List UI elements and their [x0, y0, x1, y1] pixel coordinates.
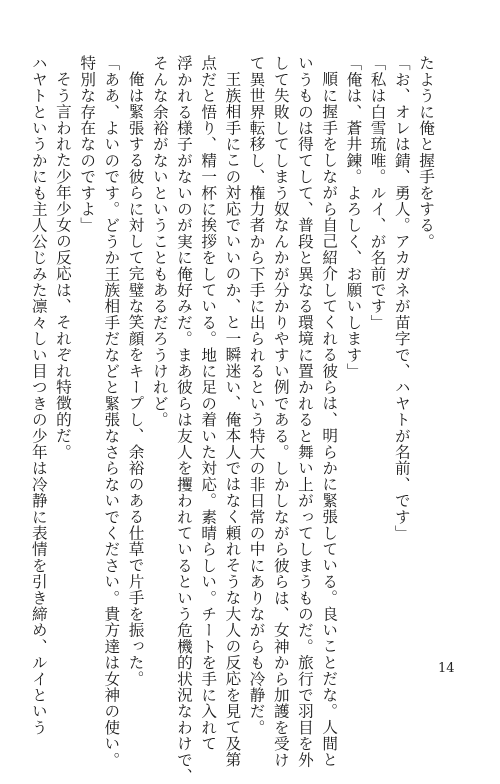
text-line-15: 特別な存在なのですよ」 [78, 55, 97, 234]
text-line-16: そう言われた少年少女の反応は、それぞれ特徴的だ。 [53, 70, 72, 460]
text-line-8: て異世界転移し、権力者から下手に出られるという特大の非日常の中にありながらも冷静だ。 [247, 55, 266, 736]
text-line-10: 点だと悟り、精一杯に挨拶をしている。地に足の着いた対応。素晴らしい。チートを手に入れて [199, 55, 218, 752]
text-line-3: 「私は白雪琉唯。ルイ、が名前です」 [368, 55, 387, 331]
text-line-14: 「ああ、よいのです。どうか王族相手だなどと緊張なさらないでください。貴方達は女神の使い。 [102, 55, 121, 768]
text-line-5: 順に握手をしながら自己紹介してくれる彼らは、明らかに緊張している。良いことだな。人間と [320, 70, 339, 768]
text-line-6: いうものは得てして、普段と異なる環境に置かれると舞い上がってしまうものだ。旅行で羽目を外 [295, 55, 314, 768]
text-line-12: そんな余裕がないということもあるだろうけれど。 [150, 55, 169, 428]
page-number: 14 [438, 661, 455, 676]
vertical-text-body [27, 55, 438, 784]
text-line-17: ハヤトというかにも主人公じみた凛々しい目つきの少年は冷静に表情を引き締め、ルイという [29, 55, 48, 736]
text-line-1: たように俺と握手をする。 [417, 55, 435, 250]
text-line-11: 浮かれる様子がないのが実に俺好みだ。まあ彼らは友人を攫われているという危機的状況なわけで、 [174, 55, 193, 784]
text-line-4: 「俺は、蒼井錬。よろしく、お願いします」 [344, 55, 363, 379]
text-line-2: 「お、オレは錆、勇人。アカガネが苗字で、ハヤトが名前、です」 [392, 55, 411, 541]
text-line-13: 俺は緊張する彼らに対して完璧な笑顔をキープし、余裕のある仕草で片手を振った。 [126, 70, 145, 687]
text-line-9: 王族相手にこの対応でいいのか、と一瞬迷い、俺本人ではなく頼れそうな大人の反応を見て及第 [223, 70, 242, 768]
text-line-7: して失敗してしまう奴なんかが分かりやすい例である。しかしながら彼らは、女神から加護を受け [271, 55, 290, 768]
